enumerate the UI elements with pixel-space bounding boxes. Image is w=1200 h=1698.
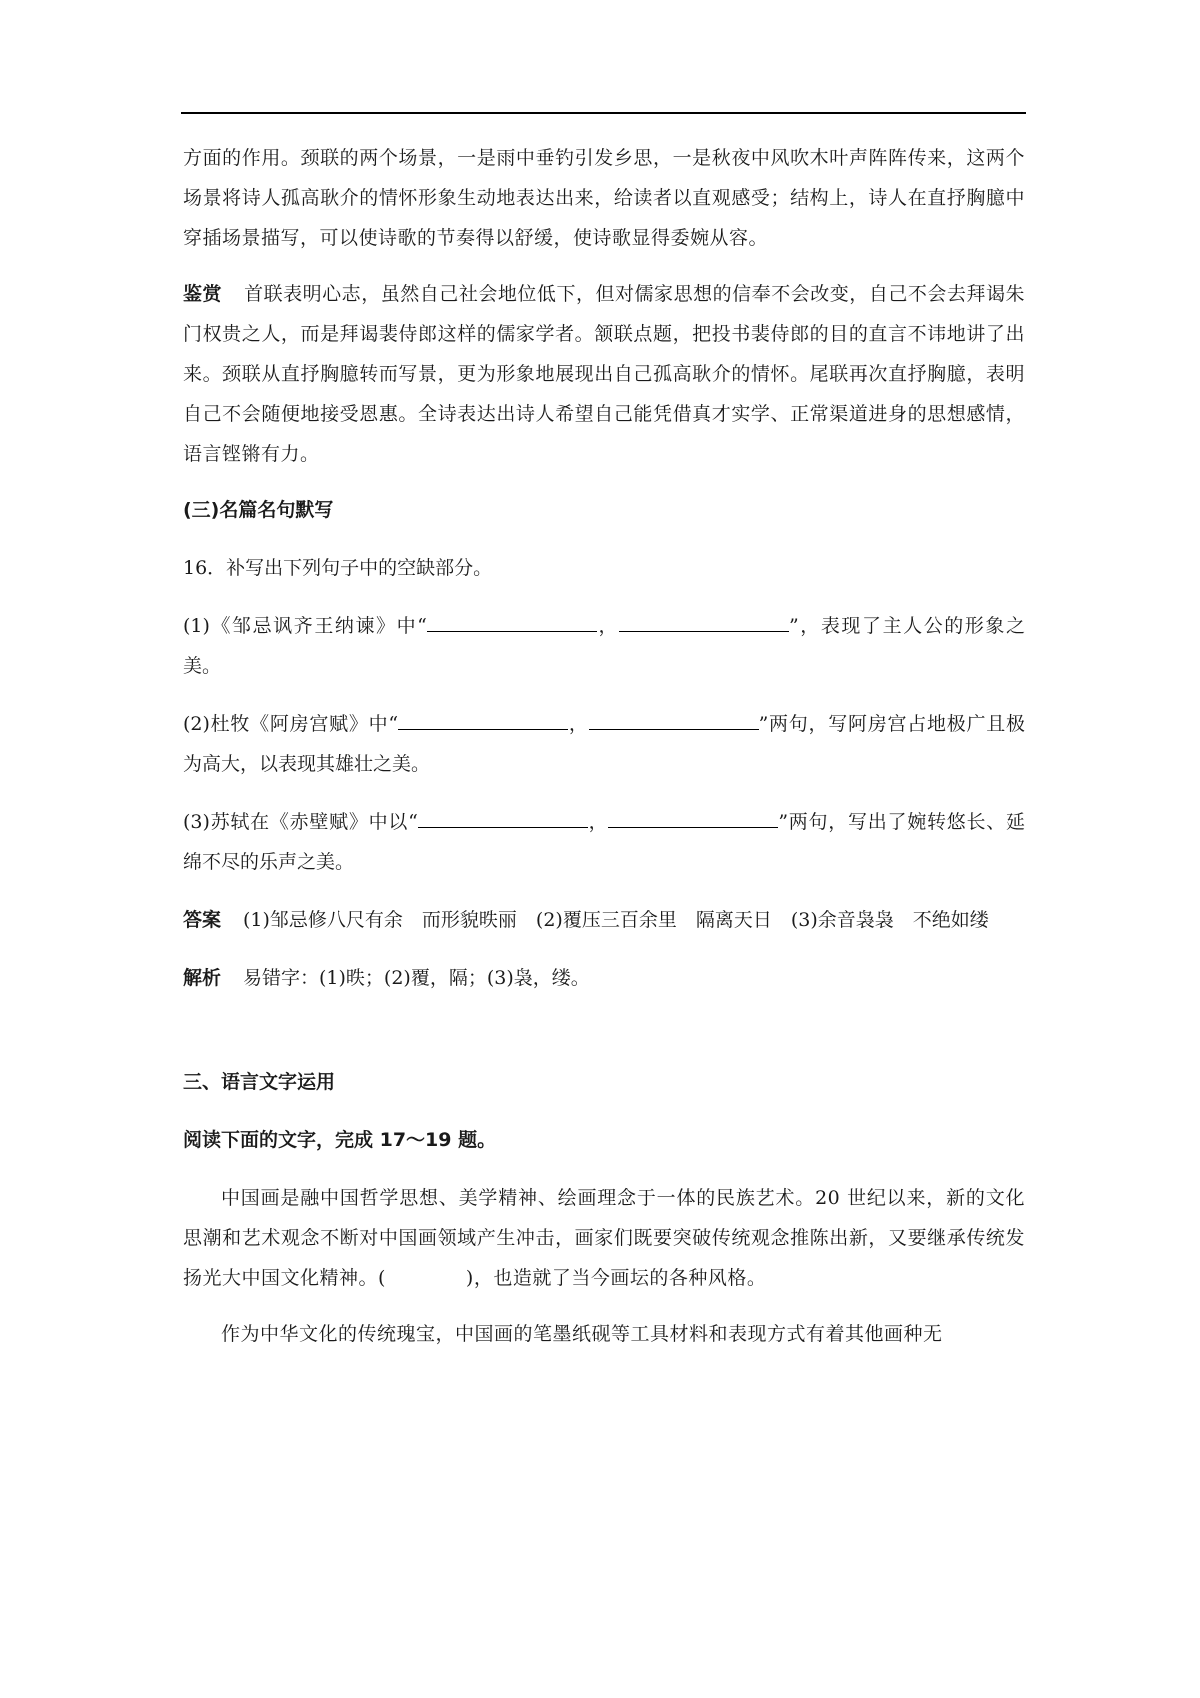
answer-text: (1)邹忌修八尺有余 而形貌昳丽 (2)覆压三百余里 隔离天日 (3)余音袅袅 不绝如缕 <box>243 909 989 931</box>
item-2-comma: ， <box>568 713 589 735</box>
passage-p1-before: 中国画是融中国哲学思想、美学精神、绘画理念于一体的民族艺术。20 世纪以来，新的文化思潮和艺术观念不断对中国画领域产生冲击，画家们既要突破传统观念推陈出新，又要继承传统发扬光大中国文化精神。( <box>183 1187 1025 1289</box>
section-heading-famous-lines: (三)名篇名句默写 <box>183 499 334 521</box>
passage-p1-after: )，也造就了当今画坛的各种风格。 <box>465 1267 767 1289</box>
fill-blank <box>427 613 597 632</box>
explanation-text: 易错字：(1)昳；(2)覆，隔；(3)袅，缕。 <box>243 967 590 989</box>
reading-prompt: 阅读下面的文字，完成 17～19 题。 <box>183 1129 497 1151</box>
item-2-prefix: (2)杜牧《阿房宫赋》中“ <box>183 713 399 735</box>
header-rule <box>181 112 1026 114</box>
passage-paragraph-1 <box>183 1178 1025 1298</box>
answer-paragraph <box>183 900 1025 940</box>
question-16-stem: 16．补写出下列句子中的空缺部分。 <box>183 557 493 579</box>
item-1-comma: ， <box>596 615 620 637</box>
passage-paragraph-2: 作为中华文化的传统瑰宝，中国画的笔墨纸砚等工具材料和表现方式有着其他画种无 <box>221 1323 943 1345</box>
item-3-suffix: ”两句，写出了婉转悠长、延绵不尽的乐声之美。 <box>183 811 1025 873</box>
item-3-prefix: (3)苏轼在《赤壁赋》中以“ <box>183 811 418 833</box>
fill-blank <box>418 809 588 828</box>
answer-label: 答案 <box>183 909 222 931</box>
fill-blank <box>619 613 789 632</box>
item-1-suffix: ”，表现了主人公的形象之美。 <box>183 615 1025 677</box>
fill-blank <box>608 809 778 828</box>
appreciation-label: 鉴赏 <box>183 283 223 305</box>
appreciation-text: 首联表明心志，虽然自己社会地位低下，但对儒家思想的信奉不会改变，自己不会去拜谒朱门权贵之人，而是拜谒裴侍郎这样的儒家学者。颔联点题，把投书裴侍郎的目的直言不讳地讲了出来。颈联从直抒胸臆转而写景，更为形象地展现出自己孤高耿介的情怀。尾联再次直抒胸臆，表明自己不会随便地接受恩惠。全诗表达出诗人希望自己能凭借真才实学、正常渠道进身的思想感情，语言铿锵有力。 <box>183 283 1025 465</box>
question-16-item-1 <box>183 606 1025 686</box>
document-content <box>183 138 1025 1354</box>
question-16-item-2 <box>183 704 1025 784</box>
item-1-prefix: (1)《邹忌讽齐王纳谏》中“ <box>183 615 427 637</box>
appreciation-paragraph <box>183 274 1025 474</box>
item-2-suffix: ”两句，写阿房宫占地极广且极为高大，以表现其雄壮之美。 <box>183 713 1025 775</box>
explanation-label: 解析 <box>183 967 222 989</box>
explanation-paragraph <box>183 958 1025 998</box>
item-3-comma: ， <box>587 811 609 833</box>
fill-blank <box>398 711 568 730</box>
analysis-continuation: 方面的作用。颈联的两个场景，一是雨中垂钓引发乡思，一是秋夜中风吹木叶声阵阵传来，这两个场景将诗人孤高耿介的情怀形象生动地表达出来，给读者以直观感受；结构上，诗人在直抒胸臆中穿插场景描写，可以使诗歌的节奏得以舒缓，使诗歌显得委婉从容。 <box>183 147 1025 249</box>
part-heading-language-use: 三、语言文字运用 <box>183 1071 336 1093</box>
fill-blank <box>589 711 759 730</box>
question-16-item-3 <box>183 802 1025 882</box>
